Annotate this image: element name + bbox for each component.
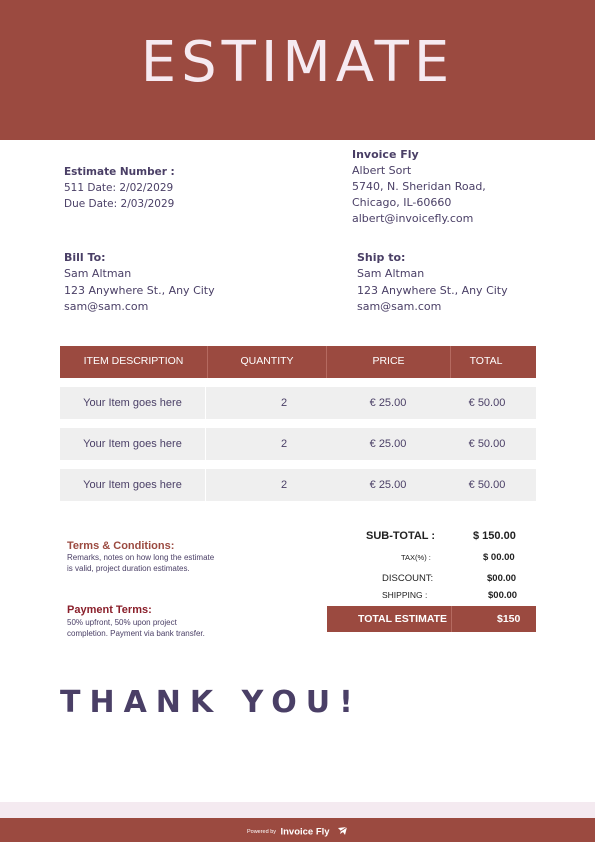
estimate-date: 511 Date: 2/02/2029 — [64, 182, 174, 194]
terms-body: Remarks, notes on how long the estimate is valid, project duration estimates. — [67, 553, 215, 573]
terms-title: Terms & Conditions: — [67, 540, 175, 552]
shipping-value: $00.00 — [488, 590, 518, 601]
item-price: € 25.00 — [369, 438, 407, 450]
column-header-description: ITEM DESCRIPTION — [60, 346, 208, 378]
item-description: Your Item goes here — [60, 428, 206, 460]
tax-value: $ 00.00 — [483, 552, 515, 563]
item-quantity: 2 — [280, 438, 288, 450]
bill-to-email: sam@sam.com — [64, 300, 149, 313]
total-estimate-bar — [327, 606, 536, 632]
item-price: € 25.00 — [369, 479, 407, 491]
payment-terms-body: 50% upfront, 50% upon project completion. Payment via bank transfer. — [67, 618, 205, 638]
item-total: € 50.00 — [468, 397, 506, 409]
powered-by-label: Powered by — [246, 829, 277, 835]
bill-to-address: 123 Anywhere St., Any City — [64, 284, 215, 297]
total-estimate-label: TOTAL ESTIMATE — [358, 613, 448, 625]
column-header-quantity: QUANTITY — [208, 346, 327, 378]
item-description: Your Item goes here — [60, 387, 206, 419]
powered-by — [0, 823, 595, 841]
company-email: albert@invoicefly.com — [352, 212, 474, 225]
estimate-number-label: Estimate Number : — [64, 166, 175, 178]
items-table-header — [60, 346, 536, 378]
header-banner — [0, 0, 595, 140]
item-total: € 50.00 — [468, 479, 506, 491]
table-row — [60, 469, 536, 501]
shipping-label: SHIPPING : — [382, 590, 428, 600]
document-title: ESTIMATE — [140, 30, 455, 95]
total-estimate-value: $150 — [497, 613, 521, 625]
footer-band — [0, 802, 595, 818]
company-address-line2: Chicago, IL-60660 — [352, 196, 452, 209]
tax-label: TAX(%) : — [401, 553, 431, 562]
subtotal-label: SUB-TOTAL : — [366, 530, 436, 542]
company-name: Invoice Fly — [352, 148, 419, 161]
ship-to-label: Ship to: — [357, 251, 406, 264]
discount-value: $00.00 — [487, 573, 517, 584]
item-total: € 50.00 — [468, 438, 506, 450]
item-quantity: 2 — [280, 397, 288, 409]
bill-to-name: Sam Altman — [64, 267, 132, 280]
footer-bar — [0, 818, 595, 842]
payment-terms-title: Payment Terms: — [67, 604, 152, 616]
bill-to-label: Bill To: — [64, 251, 106, 264]
footer-brand: Invoice Fly — [280, 826, 330, 838]
total-bar-divider — [451, 606, 452, 632]
item-description: Your Item goes here — [60, 469, 206, 501]
due-date: Due Date: 2/03/2029 — [64, 198, 175, 210]
item-quantity: 2 — [280, 479, 288, 491]
table-row — [60, 428, 536, 460]
discount-label: DISCOUNT: — [382, 573, 434, 584]
ship-to-address: 123 Anywhere St., Any City — [357, 284, 508, 297]
company-address-line1: 5740, N. Sheridan Road, — [352, 180, 486, 193]
invoice-fly-logo-icon — [337, 823, 348, 841]
subtotal-value: $ 150.00 — [473, 530, 516, 542]
table-row — [60, 387, 536, 419]
company-person: Albert Sort — [352, 164, 412, 177]
ship-to-email: sam@sam.com — [357, 300, 442, 313]
column-header-price: PRICE — [327, 346, 451, 378]
column-header-total: TOTAL — [469, 355, 503, 367]
ship-to-name: Sam Altman — [357, 267, 425, 280]
item-price: € 25.00 — [369, 397, 407, 409]
thank-you-text: THANK YOU! — [60, 685, 362, 720]
